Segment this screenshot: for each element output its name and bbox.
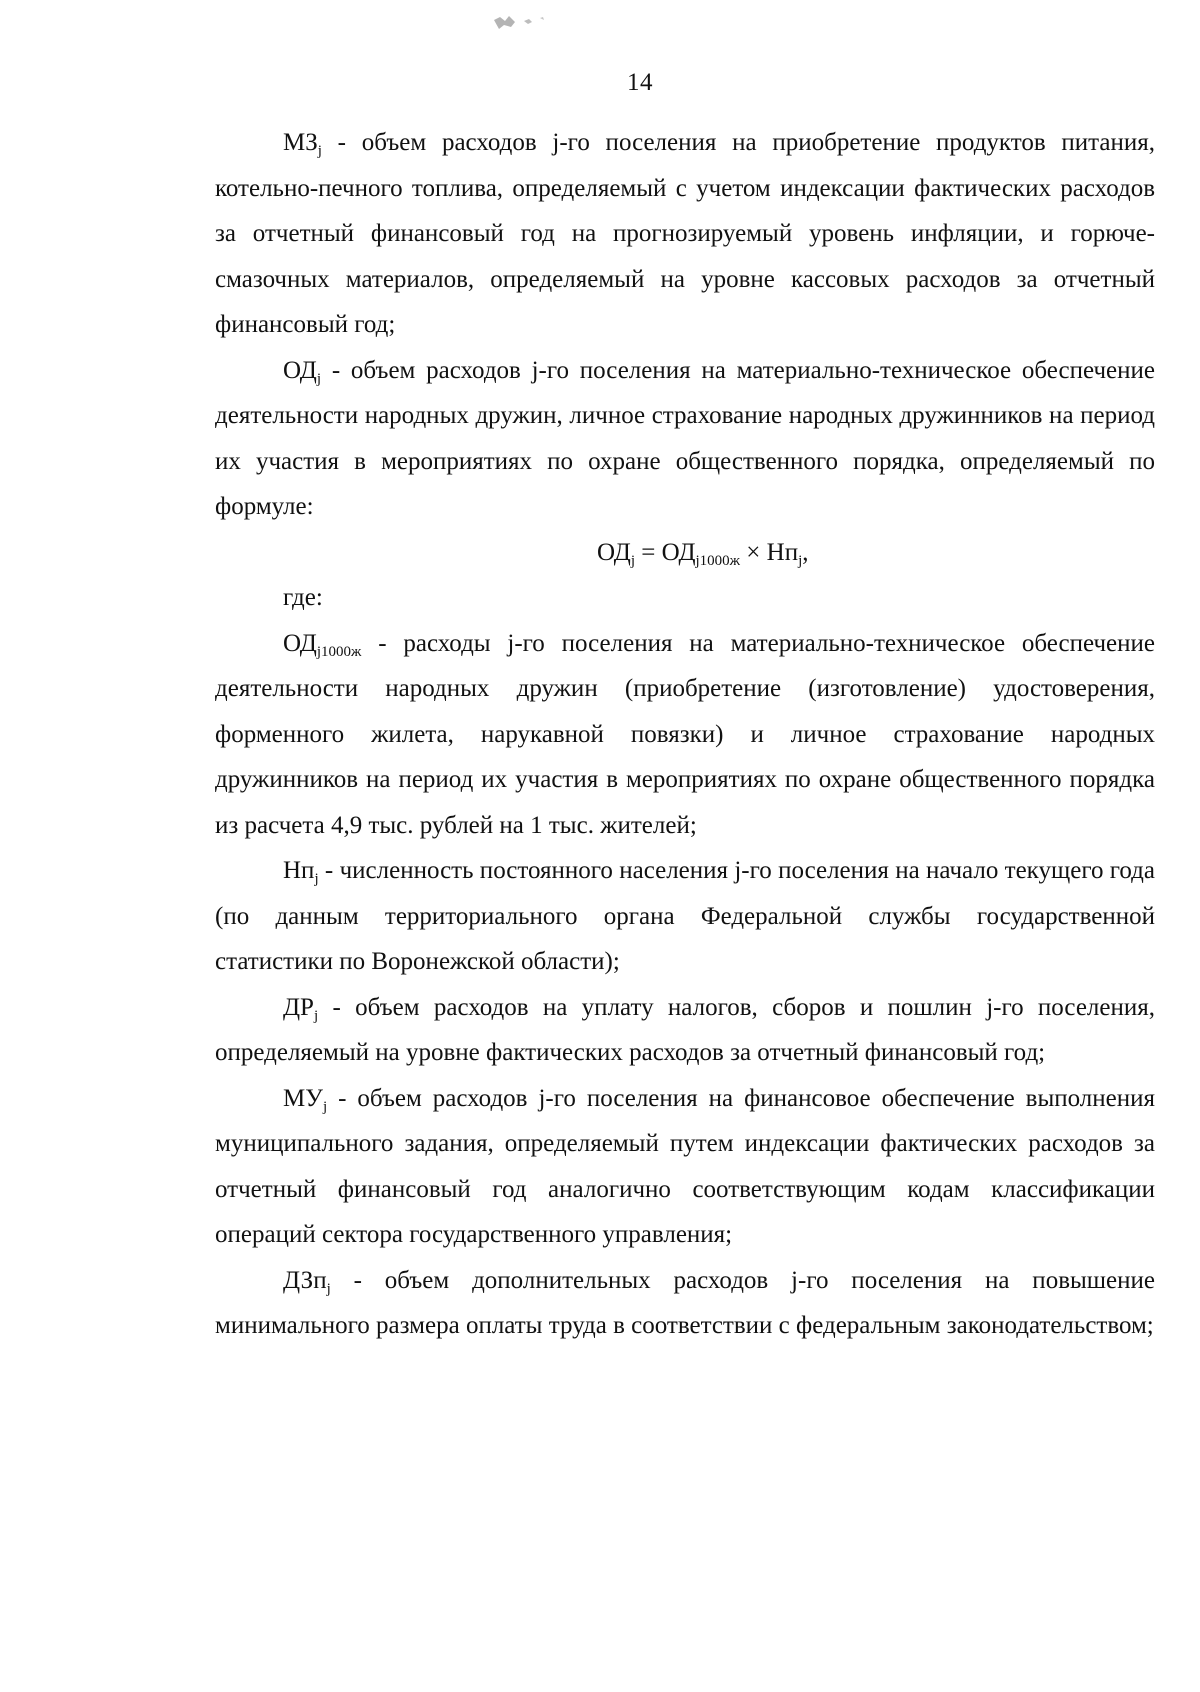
definition-text: - численность постоянного населения j-го поселения на начало текущего года (по данным территориального органа Федеральной службы государственной статистики по Воронежской области); xyxy=(215,857,1155,975)
definition-dzp xyxy=(215,1258,1155,1349)
paragraph-text: - объем расходов j-го поселения на материально-техническое обеспечение деятельности народных дружин, личное страхование народных дружинников на период их участия в мероприятиях по охране общественного порядка, определяемый по формуле: xyxy=(215,356,1155,520)
symbol-np: Нп xyxy=(283,857,315,884)
subscript-j: j xyxy=(316,370,322,387)
subscript-j: j xyxy=(326,1280,331,1297)
where-label: где: xyxy=(283,584,323,611)
subscript-j: j xyxy=(314,871,319,887)
definition-text: - объем дополнительных расходов j-го поселения на повышение минимального размера оплаты труда в соответствии с федеральным законодательством; xyxy=(215,1266,1155,1339)
subscript-j: j xyxy=(322,1098,328,1115)
formula-od xyxy=(215,530,1155,576)
formula-mid-sub: j1000ж xyxy=(695,552,741,569)
subscript-j: j xyxy=(313,1007,319,1024)
subscript-j: j xyxy=(317,143,322,159)
definition-od1000 xyxy=(215,621,1155,849)
symbol-dr: ДР xyxy=(283,993,314,1021)
definition-dr xyxy=(215,985,1155,1076)
definition-text: - объем расходов на уплату налогов, сборов и пошлин j-го поселения, определяемый на уровне фактических расходов за отчетный финансовый год; xyxy=(215,993,1155,1066)
formula-right-sub: j xyxy=(798,552,803,569)
scan-artifact-mark xyxy=(490,12,570,34)
page-number: 14 xyxy=(627,69,653,96)
paragraph-od xyxy=(215,348,1155,530)
document-body xyxy=(215,120,1155,1349)
subscript-j1000: j1000ж xyxy=(316,643,362,660)
formula-left: ОД xyxy=(597,538,631,566)
symbol-od: ОД xyxy=(283,356,317,384)
formula-left-sub: j xyxy=(630,552,636,569)
formula-end: , xyxy=(802,538,809,566)
symbol-od1000: ОД xyxy=(283,629,317,657)
paragraph-mz xyxy=(215,120,1155,348)
symbol-mz: МЗ xyxy=(283,129,318,156)
formula-equals: = ОД xyxy=(635,538,696,566)
symbol-mu: МУ xyxy=(283,1084,323,1112)
formula-times: × Нп xyxy=(740,538,799,566)
definition-text: - объем расходов j-го поселения на финансовое обеспечение выполнения муниципального задания, определяемый путем индексации фактических расходов за отчетный финансовый год аналогично соответствующим кодам классификации операций сектора государственного управления; xyxy=(215,1084,1155,1248)
symbol-dzp: ДЗп xyxy=(283,1266,327,1294)
definition-mu xyxy=(215,1076,1155,1258)
definition-np xyxy=(215,848,1155,985)
paragraph-text: - объем расходов j-го поселения на приобретение продуктов питания, котельно-печного топлива, определяемый с учетом индексации фактических расходов за отчетный финансовый год на прогнозируемый уровень инфляции, и горюче-смазочных материалов, определяемый на уровне кассовых расходов за отчетный финансовый год; xyxy=(215,129,1155,338)
definition-text: - расходы j-го поселения на материально-техническое обеспечение деятельности народных дружин (приобретение (изготовление) удостоверения, форменного жилета, нарукавной повязки) и личное страхование народных дружинников на период их участия в мероприятиях по охране общественного порядка из расчета 4,9 тыс. рублей на 1 тыс. жителей; xyxy=(215,629,1155,839)
